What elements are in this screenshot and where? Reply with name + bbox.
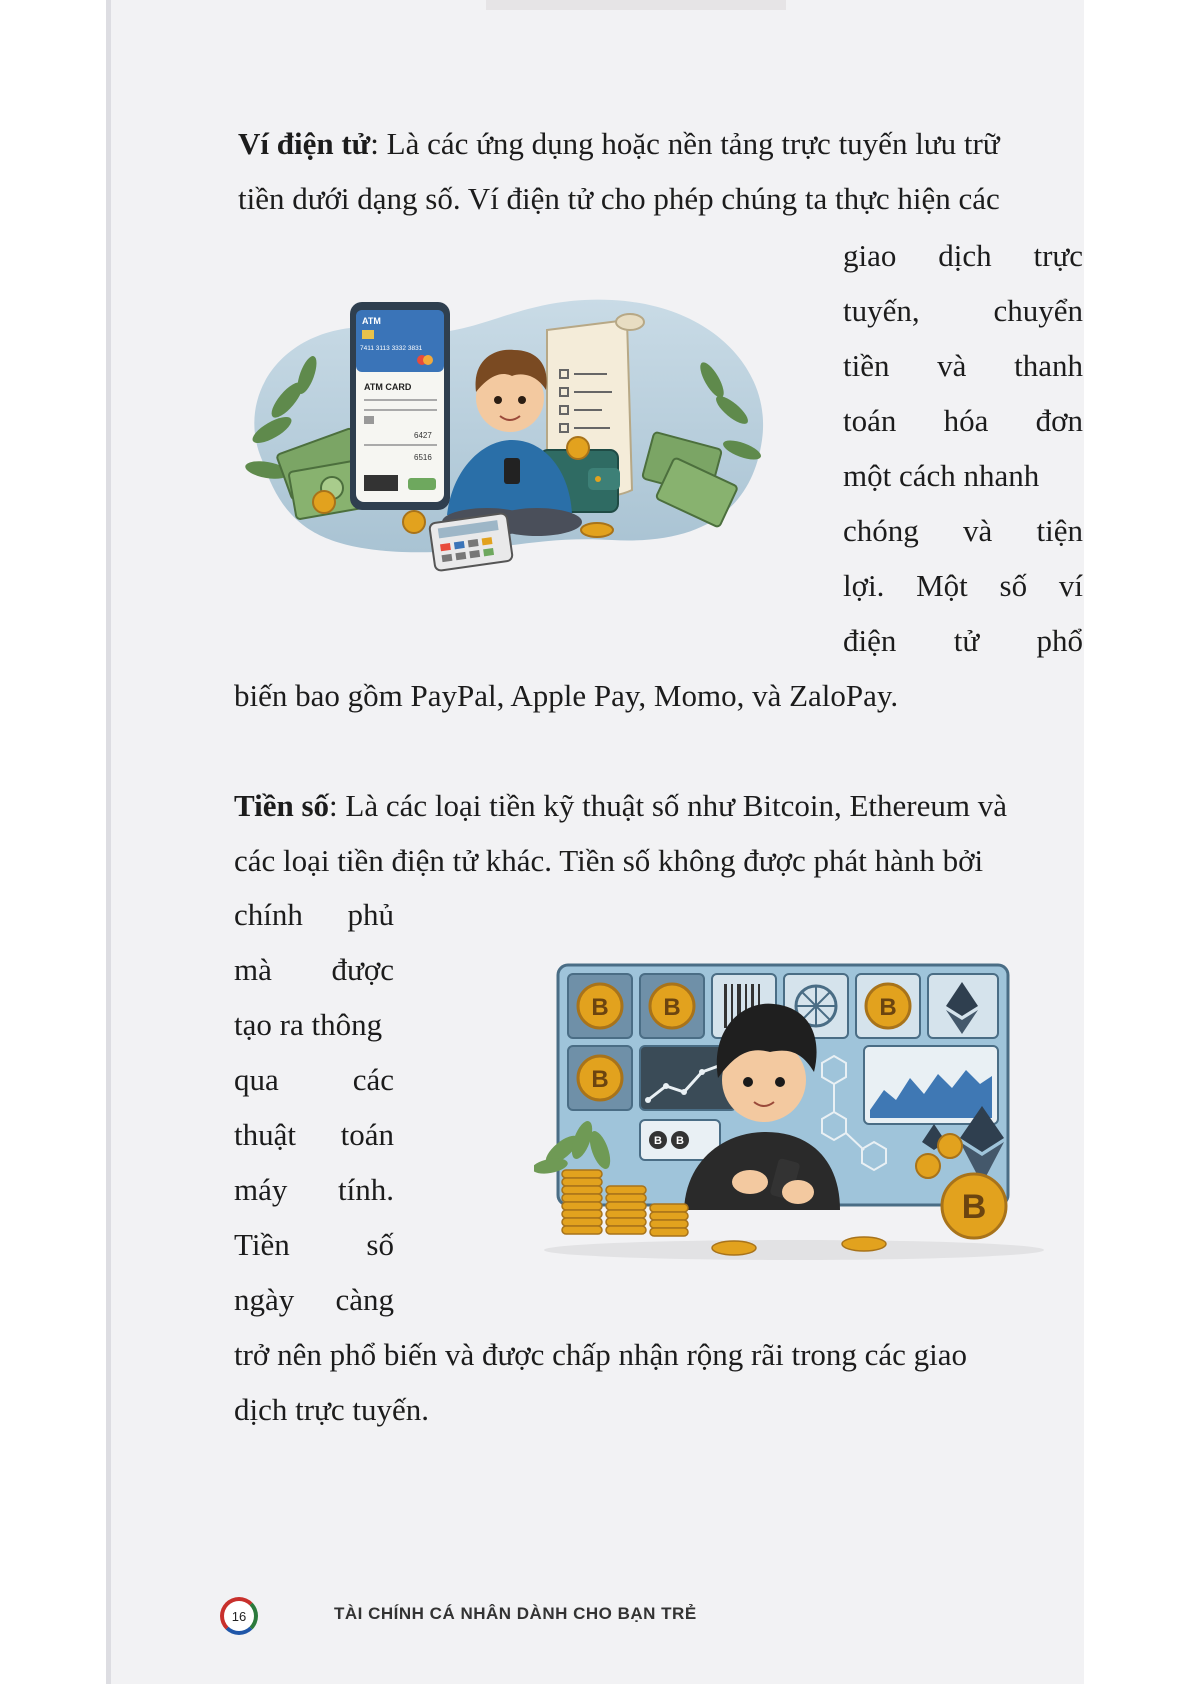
svg-text:6516: 6516 [414,453,432,462]
wrap-line: tạo ra thông [234,1007,383,1042]
wrap-line: lợi. Một số ví [843,568,1083,603]
svg-text:B: B [663,994,681,1021]
svg-text:B: B [654,1135,662,1147]
wrap-line: toán hóa đơn [843,403,1083,438]
svg-text:6427: 6427 [414,431,432,440]
svg-text:B: B [676,1135,684,1147]
paragraph-line: Tiền số: Là các loại tiền kỹ thuật số như Bitcoin, Ethereum và [234,788,1007,823]
svg-text:ATM: ATM [362,316,381,326]
paragraph-line: biến bao gồm PayPal, Apple Pay, Momo, và ZaloPay. [234,678,899,713]
wrap-line: máy tính. [234,1172,394,1207]
wrap-line: chính phủ [234,897,394,932]
term-digital-currency: Tiền số [234,788,330,823]
paragraph-line: tiền dưới dạng số. Ví điện tử cho phép chúng ta thực hiện các [238,181,1000,216]
paragraph-line: dịch trực tuyến. [234,1392,429,1427]
book-page [106,0,1084,1684]
wrap-line: tuyến, chuyển [843,293,1083,328]
page-edge [106,0,111,1684]
wrap-line: giao dịch trực [843,238,1083,273]
page-number: 16 [231,1608,247,1624]
wrap-line: Tiền số [234,1227,394,1262]
wrap-line: tiền và thanh [843,348,1083,383]
svg-text:B: B [591,994,609,1021]
paragraph-line: các loại tiền điện tử khác. Tiền số không được phát hành bởi [234,843,984,878]
wrap-line: điện tử phổ [843,623,1083,658]
wrap-line: mà được [234,952,394,987]
e-wallet-illustration [232,290,778,580]
term-e-wallet: Ví điện tử [238,126,371,161]
wrap-line: qua các [234,1062,394,1097]
svg-text:B: B [879,994,897,1021]
paragraph-line: Ví điện tử: Là các ứng dụng hoặc nền tảng trực tuyến lưu trữ [238,126,1000,161]
wrap-line: chóng và tiện [843,513,1083,548]
wrap-line: một cách nhanh [843,458,1040,493]
crypto-illustration [534,960,1054,1260]
wrap-line: thuật toán [234,1117,394,1152]
wrap-line: ngày càng [234,1282,394,1317]
svg-text:B: B [591,1066,609,1093]
paragraph-line: trở nên phổ biến và được chấp nhận rộng rãi trong các giao [234,1337,968,1372]
svg-text:B: B [961,1188,987,1226]
page-top-shadow [486,0,786,10]
page-number-badge [220,1597,258,1635]
svg-text:ATM CARD: ATM CARD [364,382,412,392]
svg-text:7411 3113 3332 3831: 7411 3113 3332 3831 [360,345,423,352]
book-title-footer: TÀI CHÍNH CÁ NHÂN DÀNH CHO BẠN TRẺ [334,1604,697,1623]
